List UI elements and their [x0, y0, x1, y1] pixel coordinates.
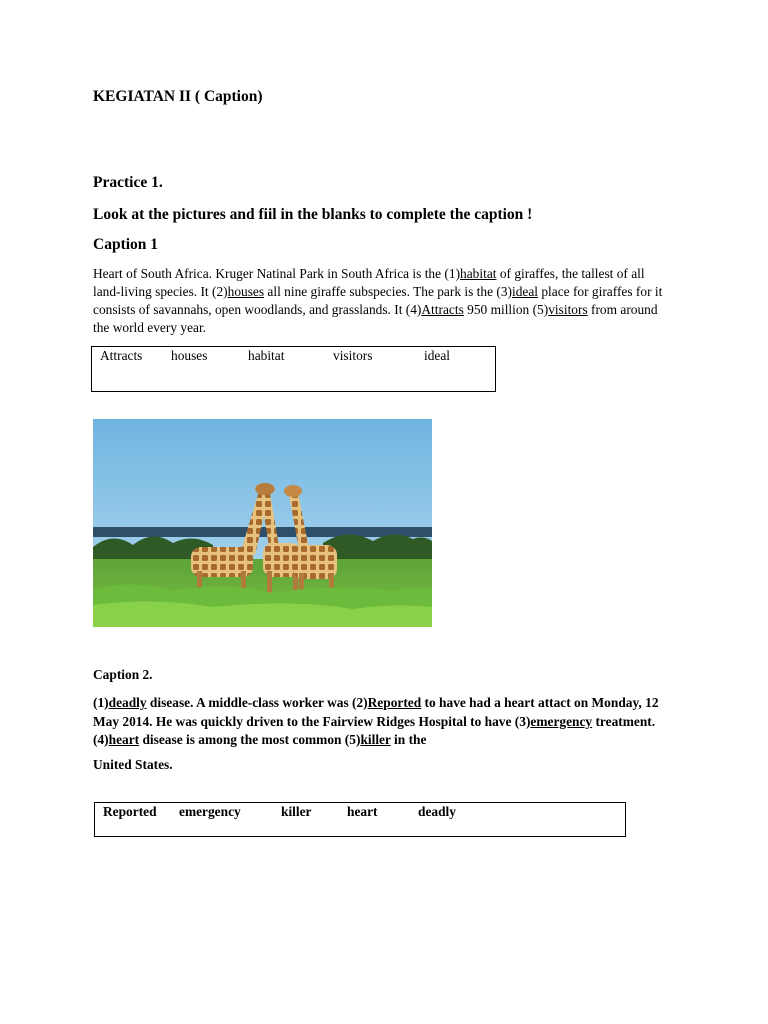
word-bank-1-item: ideal: [424, 348, 451, 363]
caption1-text: place for giraffes for it consists of savannahs, open woodlands, and grasslands. It (4): [93, 284, 663, 317]
giraffe-illustration: [93, 419, 432, 627]
caption1-heading: Caption 1: [93, 236, 159, 253]
caption1-text: Heart of South Africa. Kruger Natinal Park in South Africa is the (1): [93, 266, 461, 281]
caption2-text: in the: [390, 732, 427, 747]
caption2-text: disease is among the most common (5): [139, 732, 361, 747]
instruction-text: Look at the pictures and fiil in the blanks to complete the caption !: [93, 206, 533, 223]
caption1-text: of giraffes, the tallest of all land-living species. It (2): [93, 266, 645, 299]
practice-heading: Practice 1.: [93, 174, 163, 191]
caption2-text: to have had a heart attact on Monday, 12 May 2014. He was quickly driven to the Fairview Ridges Hospital to have (3): [93, 695, 659, 729]
word-bank-1-item: visitors: [333, 348, 373, 363]
caption1-answer: houses: [227, 284, 265, 299]
document-title: KEGIATAN II ( Caption): [93, 88, 263, 105]
word-bank-2: [94, 802, 626, 837]
caption2-body: [93, 695, 659, 747]
word-bank-2-item: deadly: [418, 804, 456, 819]
caption2-text: treatment. (4): [93, 713, 656, 747]
word-bank-2-item: killer: [281, 804, 312, 819]
giraffe-photo: [93, 419, 432, 627]
caption2-text: disease. A middle-class worker was (2): [146, 695, 368, 710]
caption2-paragraph: [93, 694, 683, 774]
caption1-answer: ideal: [511, 284, 539, 299]
caption2-answer: emergency: [530, 713, 593, 729]
caption1-text: from around the world every year.: [93, 302, 658, 335]
word-bank-1-item: houses: [171, 348, 208, 363]
caption1-text: 950 million (5): [463, 302, 549, 317]
caption1-text: all nine giraffe subspecies. The park is the (3): [264, 284, 512, 299]
caption2-answer: heart: [108, 732, 140, 747]
caption2-answer: deadly: [108, 695, 147, 710]
caption1-answer: habitat: [460, 266, 497, 281]
caption2-text: (1): [93, 695, 109, 710]
caption1-paragraph: [93, 265, 673, 337]
word-bank-1: [91, 346, 496, 392]
word-bank-2-item: Reported: [103, 804, 157, 819]
word-bank-2-item: emergency: [179, 804, 241, 819]
caption2-heading: Caption 2.: [93, 667, 153, 682]
word-bank-2-item: heart: [347, 804, 378, 819]
word-bank-1-item: habitat: [248, 348, 285, 363]
caption2-tail: United States.: [93, 756, 173, 772]
caption2-answer: killer: [360, 732, 391, 747]
caption1-answer: visitors: [548, 302, 588, 317]
caption1-answer: Attracts: [421, 302, 464, 317]
word-bank-1-item: Attracts: [100, 348, 143, 363]
caption2-answer: Reported: [367, 695, 422, 710]
